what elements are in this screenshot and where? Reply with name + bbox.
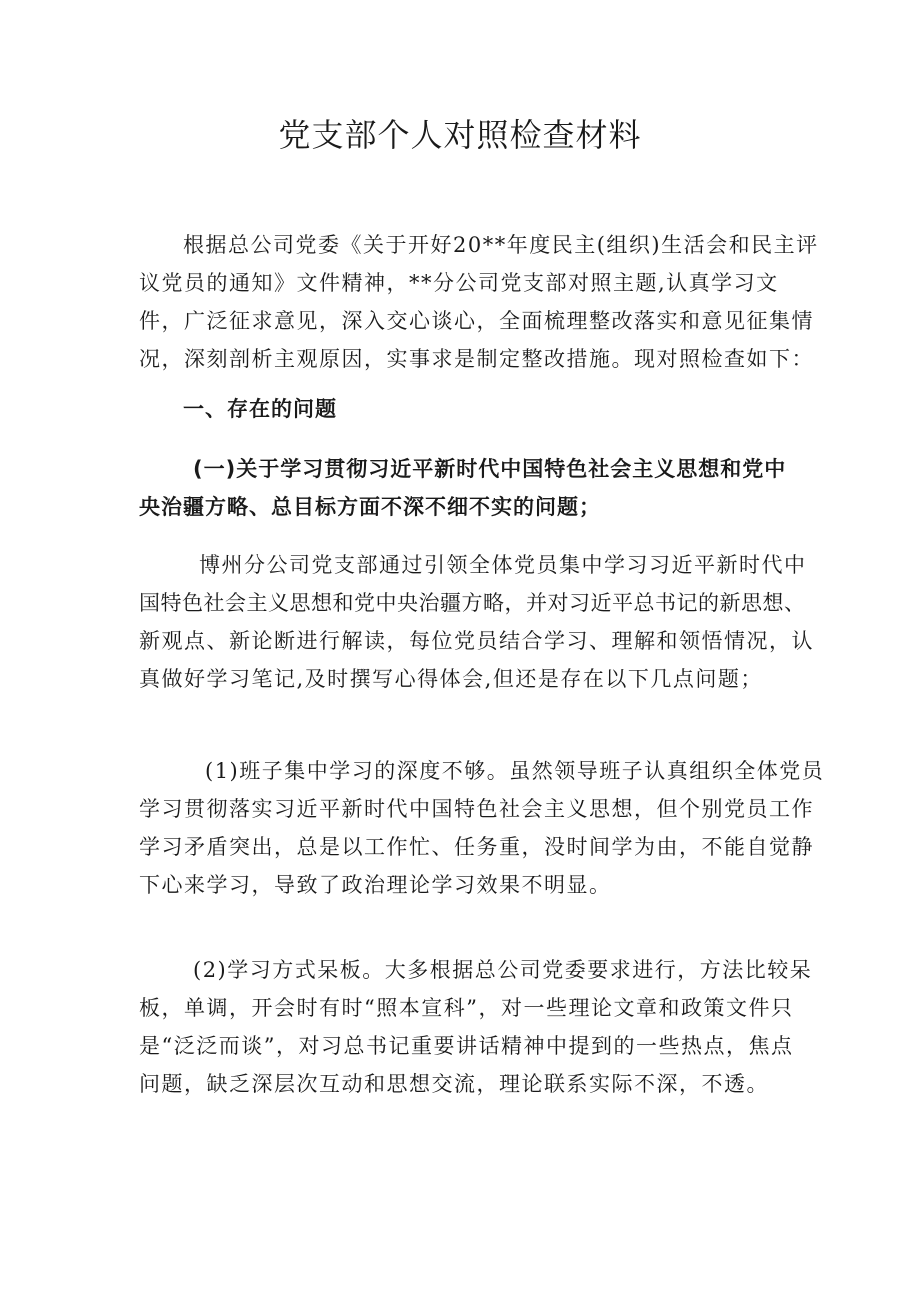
paragraph-line: 学习矛盾突出，总是以工作忙、任务重，没时间学为由，不能自觉静 [139, 835, 814, 859]
paragraph-line: 真做好学习笔记,及时撰写心得体会,但还是存在以下几点问题； [139, 667, 763, 691]
document-title: 党支部个人对照检查材料 [278, 116, 642, 154]
paragraph-line: 新观点、新论断进行解读，每位党员结合学习、理解和领悟情况，认 [139, 629, 814, 653]
item-2-paragraph [139, 951, 813, 1103]
intro-line: 根据总公司党委《关于开好20**年度民主(组织)生活会和民主评 [183, 233, 819, 257]
paragraph-line: (1)班子集中学习的深度不够。虽然领导班子认真组织全体党员 [205, 759, 825, 783]
intro-paragraph [139, 226, 819, 378]
paragraph-line: 问题，缺乏深层次互动和思想交流，理论联系实际不深，不透。 [139, 1072, 769, 1096]
intro-line: 议党员的通知》文件精神，**分公司党支部对照主题,认真学习文 [139, 271, 779, 295]
section-heading [139, 390, 789, 428]
section-heading-text: 一、存在的问题 [183, 397, 337, 421]
paragraph-line: 板，单调，开会时有时“照本宣科”，对一些理论文章和政策文件只 [139, 996, 794, 1020]
paragraph-line: 学习贯彻落实习近平新时代中国特色社会主义思想，但个别党员工作 [139, 797, 814, 821]
paragraph-line: 是“泛泛而谈”，对习总书记重要讲话精神中提到的一些热点，焦点 [139, 1034, 794, 1058]
item-1-paragraph [139, 752, 825, 904]
paragraph-line: 国特色社会主义思想和党中央治疆方略，并对习近平总书记的新思想、 [139, 591, 806, 615]
subsection-heading-line: (一)关于学习贯彻习近平新时代中国特色社会主义思想和党中 [193, 457, 787, 481]
intro-line: 况，深刻剖析主观原因，实事求是制定整改措施。现对照检查如下： [139, 347, 814, 371]
bozhou-paragraph [139, 546, 814, 698]
intro-line: 件，广泛征求意见，深入交心谈心，全面梳理整改落实和意见征集情 [139, 309, 814, 333]
paragraph-line: (2)学习方式呆板。大多根据总公司党委要求进行，方法比较呆 [193, 958, 813, 982]
subsection-heading-line: 央治疆方略、总目标方面不深不细不实的问题； [139, 495, 601, 519]
subsection-heading [139, 450, 789, 526]
paragraph-line: 下心来学习，导致了政治理论学习效果不明显。 [139, 873, 612, 897]
paragraph-line: 博州分公司党支部通过引领全体党员集中学习习近平新时代中 [199, 553, 807, 577]
